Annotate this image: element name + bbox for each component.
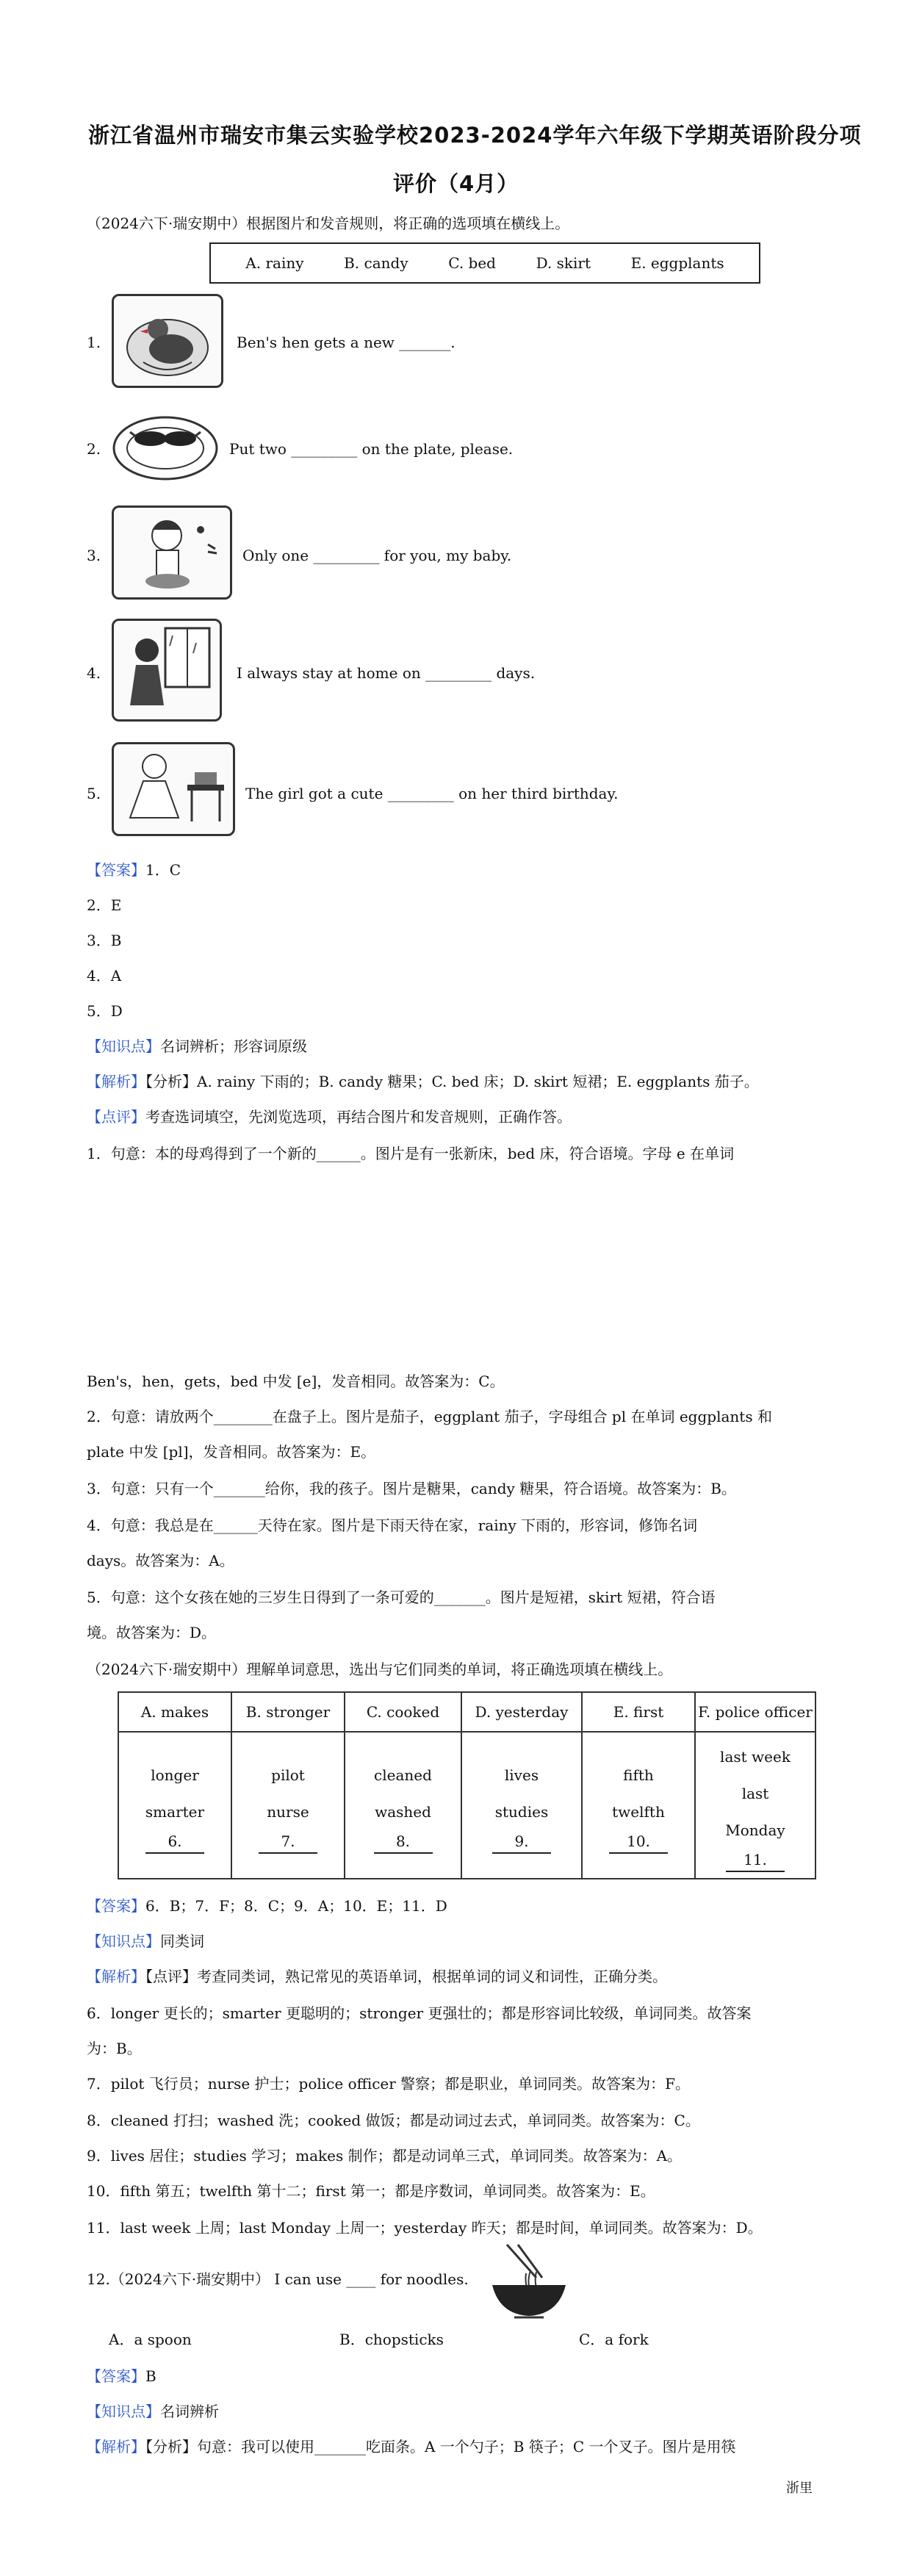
- q4-text: I always stay at home on _________ days.: [237, 664, 536, 682]
- section2-explain-6b: 为：B。: [87, 2040, 142, 2057]
- section2-instruction: （2024六下·瑞安期中）理解单词意思，选出与它们同类的单词，将正确选项填在横线上。: [87, 1661, 673, 1678]
- q1-text: Ben's hen gets a new _______.: [237, 334, 455, 351]
- blank-10[interactable]: 10.: [609, 1830, 668, 1854]
- section1-explain-3: 3．句意：只有一个_______给你，我的孩子。图片是糖果，candy 糖果，符合语境。故答案为：B。: [87, 1480, 736, 1497]
- q12-knowledge: 【知识点】名词辨析: [87, 2403, 219, 2420]
- group-11: last week last Monday 11.: [695, 1732, 815, 1879]
- q12-noodle-bowl-picture: [485, 2241, 573, 2322]
- q3-candy-picture: [112, 506, 232, 600]
- section1-explain-1a: 1．句意：本的母鸡得到了一个新的______。图片是有一张新床，bed 床，符合语境。字母 e 在单词: [87, 1145, 735, 1162]
- q12-option-c[interactable]: C．a fork: [579, 2331, 649, 2348]
- header-a: A. makes: [118, 1692, 231, 1732]
- footer-label: 浙里: [786, 2480, 813, 2496]
- q2-eggplant-plate-picture: [110, 406, 220, 486]
- option-b: B. candy: [344, 254, 408, 272]
- q2-text: Put two _________ on the plate, please.: [229, 440, 514, 458]
- header-e: E. first: [582, 1692, 695, 1732]
- section1-answer-4: 4．A: [87, 967, 122, 985]
- section1-answer-3: 3．B: [87, 932, 122, 949]
- header-d: D. yesterday: [461, 1692, 582, 1732]
- section1-option-box: [209, 242, 760, 284]
- doc-title-line1: 浙江省温州市瑞安市集云实验学校2023-2024学年六年级下学期英语阶段分项: [88, 123, 862, 148]
- blank-8[interactable]: 8.: [374, 1830, 433, 1854]
- section2-word-table: [118, 1691, 816, 1879]
- section1-answer: 【答案】1．C: [87, 861, 181, 879]
- q12-analysis: 【解析】【分析】句意：我可以使用_______吃面条。A 一个勺子；B 筷子；C 一个叉子。图片是用筷: [87, 2438, 736, 2456]
- section1-explain-4a: 4．句意：我总是在______天待在家。图片是下雨天待在家，rainy 下雨的，形容词，修饰名词: [87, 1517, 698, 1534]
- header-f: F. police officer: [695, 1692, 815, 1732]
- section1-explain-5a: 5．句意：这个女孩在她的三岁生日得到了一条可爱的_______。图片是短裙，skirt 短裙，符合语: [87, 1589, 716, 1606]
- option-a: A. rainy: [245, 254, 304, 272]
- header-b: B. stronger: [231, 1692, 345, 1732]
- blank-11[interactable]: 11.: [726, 1849, 785, 1872]
- section2-explain-9: 9．lives 居住；studies 学习；makes 制作；都是动词单三式，单词同类。故答案为：A。: [87, 2147, 683, 2165]
- option-e: E. eggplants: [630, 254, 724, 272]
- group-9: lives studies 9.: [461, 1732, 582, 1879]
- section2-knowledge: 【知识点】同类词: [87, 1932, 204, 1950]
- section1-explain-5b: 境。故答案为：D。: [87, 1624, 217, 1641]
- section1-explain-4b: days。故答案为：A。: [87, 1552, 234, 1569]
- q12-answer: 【答案】B: [87, 2367, 156, 2385]
- section1-instruction: （2024六下·瑞安期中）根据图片和发音规则，将正确的选项填在横线上。: [87, 215, 570, 232]
- section1-answer-5: 5．D: [87, 1002, 123, 1020]
- q1-number: 1.: [87, 334, 101, 351]
- section2-explain-6a: 6．longer 更长的；smarter 更聪明的；stronger 更强壮的；都是形容词比较级，单词同类。故答案: [87, 2004, 752, 2022]
- q3-number: 3.: [87, 547, 101, 564]
- q4-rainy-window-picture: [112, 619, 222, 722]
- section1-comment: 【点评】考查选词填空，先浏览选项，再结合图片和发音规则，正确作答。: [87, 1108, 572, 1126]
- group-8: cleaned washed 8.: [345, 1732, 461, 1879]
- doc-title-line2: 评价（4月）: [393, 171, 519, 196]
- blank-7[interactable]: 7.: [259, 1830, 317, 1854]
- q4-number: 4.: [87, 664, 101, 682]
- header-c: C. cooked: [345, 1692, 461, 1732]
- blank-9[interactable]: 9.: [492, 1830, 551, 1854]
- section1-answer-2: 2．E: [87, 896, 122, 914]
- blank-6[interactable]: 6.: [145, 1830, 204, 1854]
- section1-explain-1b: Ben's，hen，gets，bed 中发 [e]，发音相同。故答案为：C。: [87, 1372, 505, 1390]
- group-7: pilot nurse 7.: [231, 1732, 345, 1879]
- section1-analysis: 【解析】【分析】A. rainy 下雨的；B. candy 糖果；C. bed 床；D. skirt 短裙；E. eggplants 茄子。: [87, 1073, 759, 1090]
- section2-explain-10: 10．fifth 第五；twelfth 第十二；first 第一；都是序数词，单词同类。故答案为：E。: [87, 2182, 655, 2200]
- q12-option-a[interactable]: A．a spoon: [109, 2331, 192, 2348]
- q3-text: Only one _________ for you, my baby.: [242, 547, 512, 564]
- section2-analysis: 【解析】【点评】考查同类词，熟记常见的英语单词，根据单词的词义和词性，正确分类。: [87, 1968, 667, 1985]
- q5-girl-skirt-picture: [112, 742, 235, 836]
- section2-explain-7: 7．pilot 飞行员；nurse 护士；police officer 警察；都是职业，单词同类。故答案为：F。: [87, 2075, 691, 2093]
- section1-explain-2b: plate 中发 [pl]，发音相同。故答案为：E。: [87, 1443, 376, 1461]
- group-6: longer smarter 6.: [118, 1732, 231, 1879]
- group-10: fifth twelfth 10.: [582, 1732, 695, 1879]
- section2-explain-8: 8．cleaned 打扫；washed 洗；cooked 做饭；都是动词过去式，单词同类。故答案为：C。: [87, 2112, 700, 2129]
- q2-number: 2.: [87, 440, 101, 458]
- q12-stem: 12.（2024六下·瑞安期中） I can use ____ for noodles.: [87, 2270, 469, 2288]
- section1-knowledge: 【知识点】名词辨析；形容词原级: [87, 1037, 307, 1055]
- option-d: D. skirt: [536, 254, 591, 272]
- q1-hen-bed-picture: [112, 294, 223, 388]
- section1-explain-2a: 2．句意：请放两个________在盘子上。图片是茄子，eggplant 茄子，字母组合 pl 在单词 eggplants 和: [87, 1408, 772, 1425]
- q12-option-b[interactable]: B．chopsticks: [339, 2331, 444, 2348]
- option-c: C. bed: [448, 254, 496, 272]
- section2-answer: 【答案】6．B；7．F；8．C；9．A；10．E；11．D: [87, 1897, 447, 1915]
- section2-explain-11: 11．last week 上周；last Monday 上周一；yesterday 昨天；都是时间，单词同类。故答案为：D。: [87, 2219, 763, 2237]
- q5-text: The girl got a cute _________ on her third birthday.: [245, 785, 619, 802]
- q5-number: 5.: [87, 785, 101, 802]
